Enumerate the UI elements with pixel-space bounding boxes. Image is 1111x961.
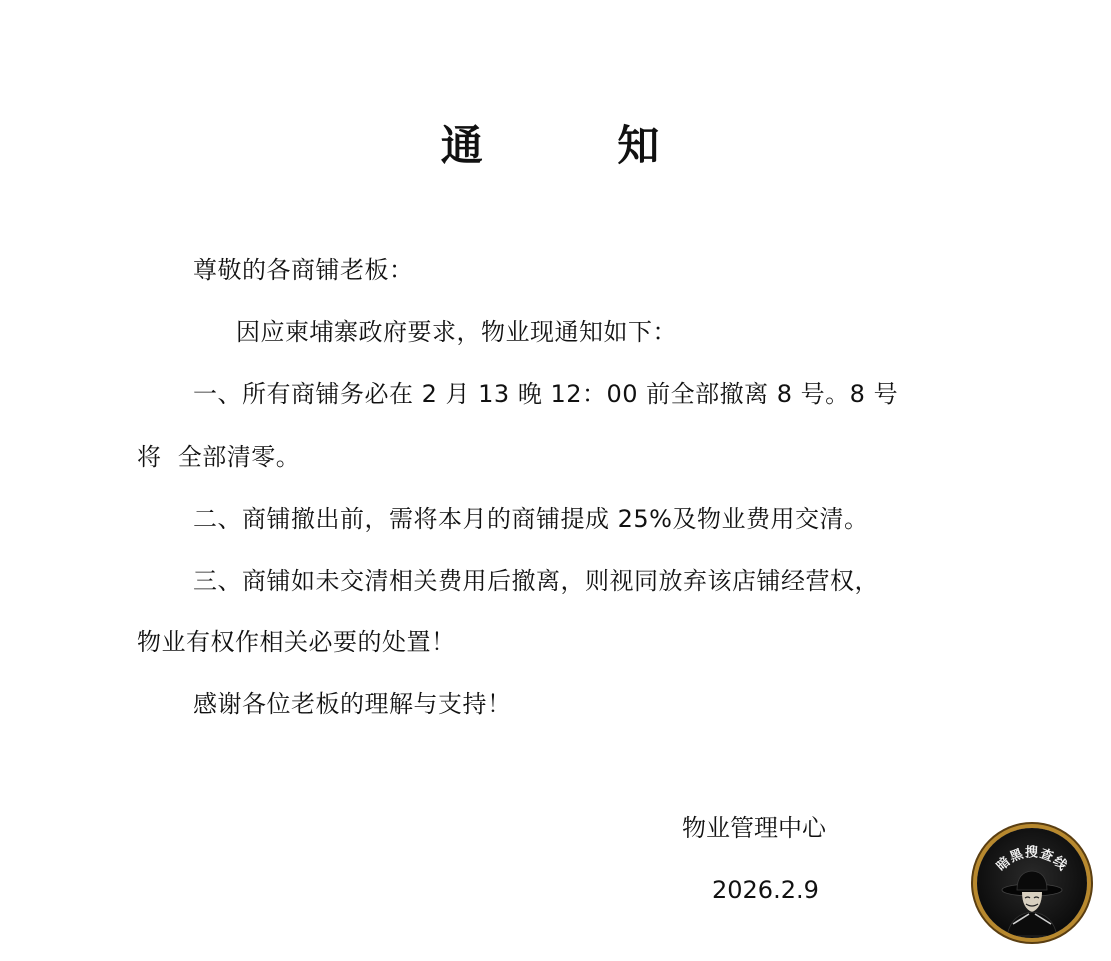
notice-title: 通 知 [440, 121, 720, 170]
watermark-logo [977, 828, 1087, 938]
date: 2026.2.9 [712, 876, 819, 904]
item-2: 二、商铺撤出前，需将本月的商铺提成 25%及物业费用交清。 [193, 505, 869, 533]
salutation: 尊敬的各商铺老板： [193, 256, 414, 284]
svg-text:暗黑搜查线 [993, 845, 1071, 875]
item-3-line-1: 三、商铺如未交清相关费用后撤离，则视同放弃该店铺经营权， [193, 567, 879, 595]
thanks-line: 感谢各位老板的理解与支持！ [193, 690, 512, 718]
item-1-line-1: 一、所有商铺务必在 2 月 13 晚 12：00 前全部撤离 8 号。8 号 [193, 380, 899, 408]
signature: 物业管理中心 [682, 814, 826, 842]
item-1-line-2: 将 全部清零。 [137, 443, 301, 471]
intro-paragraph: 因应柬埔寨政府要求，物业现通知如下： [236, 318, 677, 346]
item-3-line-2: 物业有权作相关必要的处置！ [137, 628, 456, 656]
watermark-text: 暗黑搜查线 [993, 845, 1071, 875]
hooded-figure-icon [977, 828, 1087, 938]
